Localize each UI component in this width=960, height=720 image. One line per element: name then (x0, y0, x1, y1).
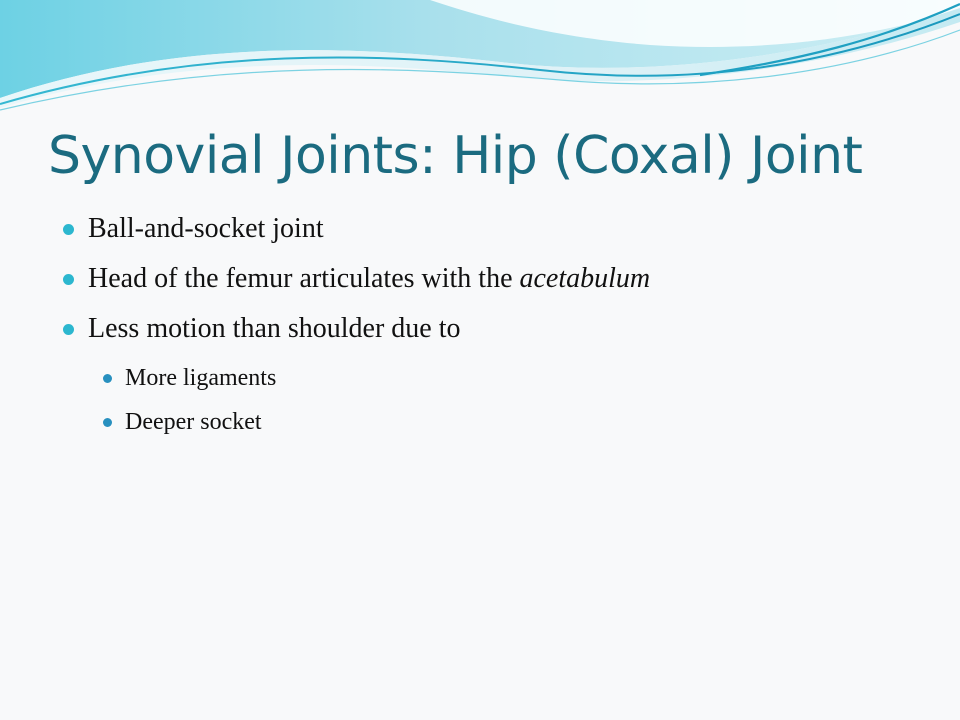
bullet-dot-icon (63, 274, 74, 285)
bullet-emphasis-text: acetabulum (519, 263, 651, 294)
sub-bullet-dot-icon (103, 418, 112, 427)
bullet-text: Ball-and-socket joint (88, 213, 324, 244)
bullet-item (88, 262, 650, 296)
bullet-text: Less motion than shoulder due to (88, 313, 461, 344)
bullet-dot-icon (63, 324, 74, 335)
bullet-text: Head of the femur articulates with the (88, 263, 520, 294)
sub-bullet-text: More ligaments (125, 365, 277, 391)
sub-bullet-text: Deeper socket (125, 409, 262, 435)
sub-bullet-item (125, 407, 262, 437)
sub-bullet-dot-icon (103, 374, 112, 383)
bullet-item (88, 212, 324, 246)
bullet-item (88, 312, 461, 346)
slide-title: Synovial Joints: Hip (Coxal) Joint (48, 126, 863, 186)
sub-bullet-item (125, 363, 276, 393)
bullet-dot-icon (63, 224, 74, 235)
